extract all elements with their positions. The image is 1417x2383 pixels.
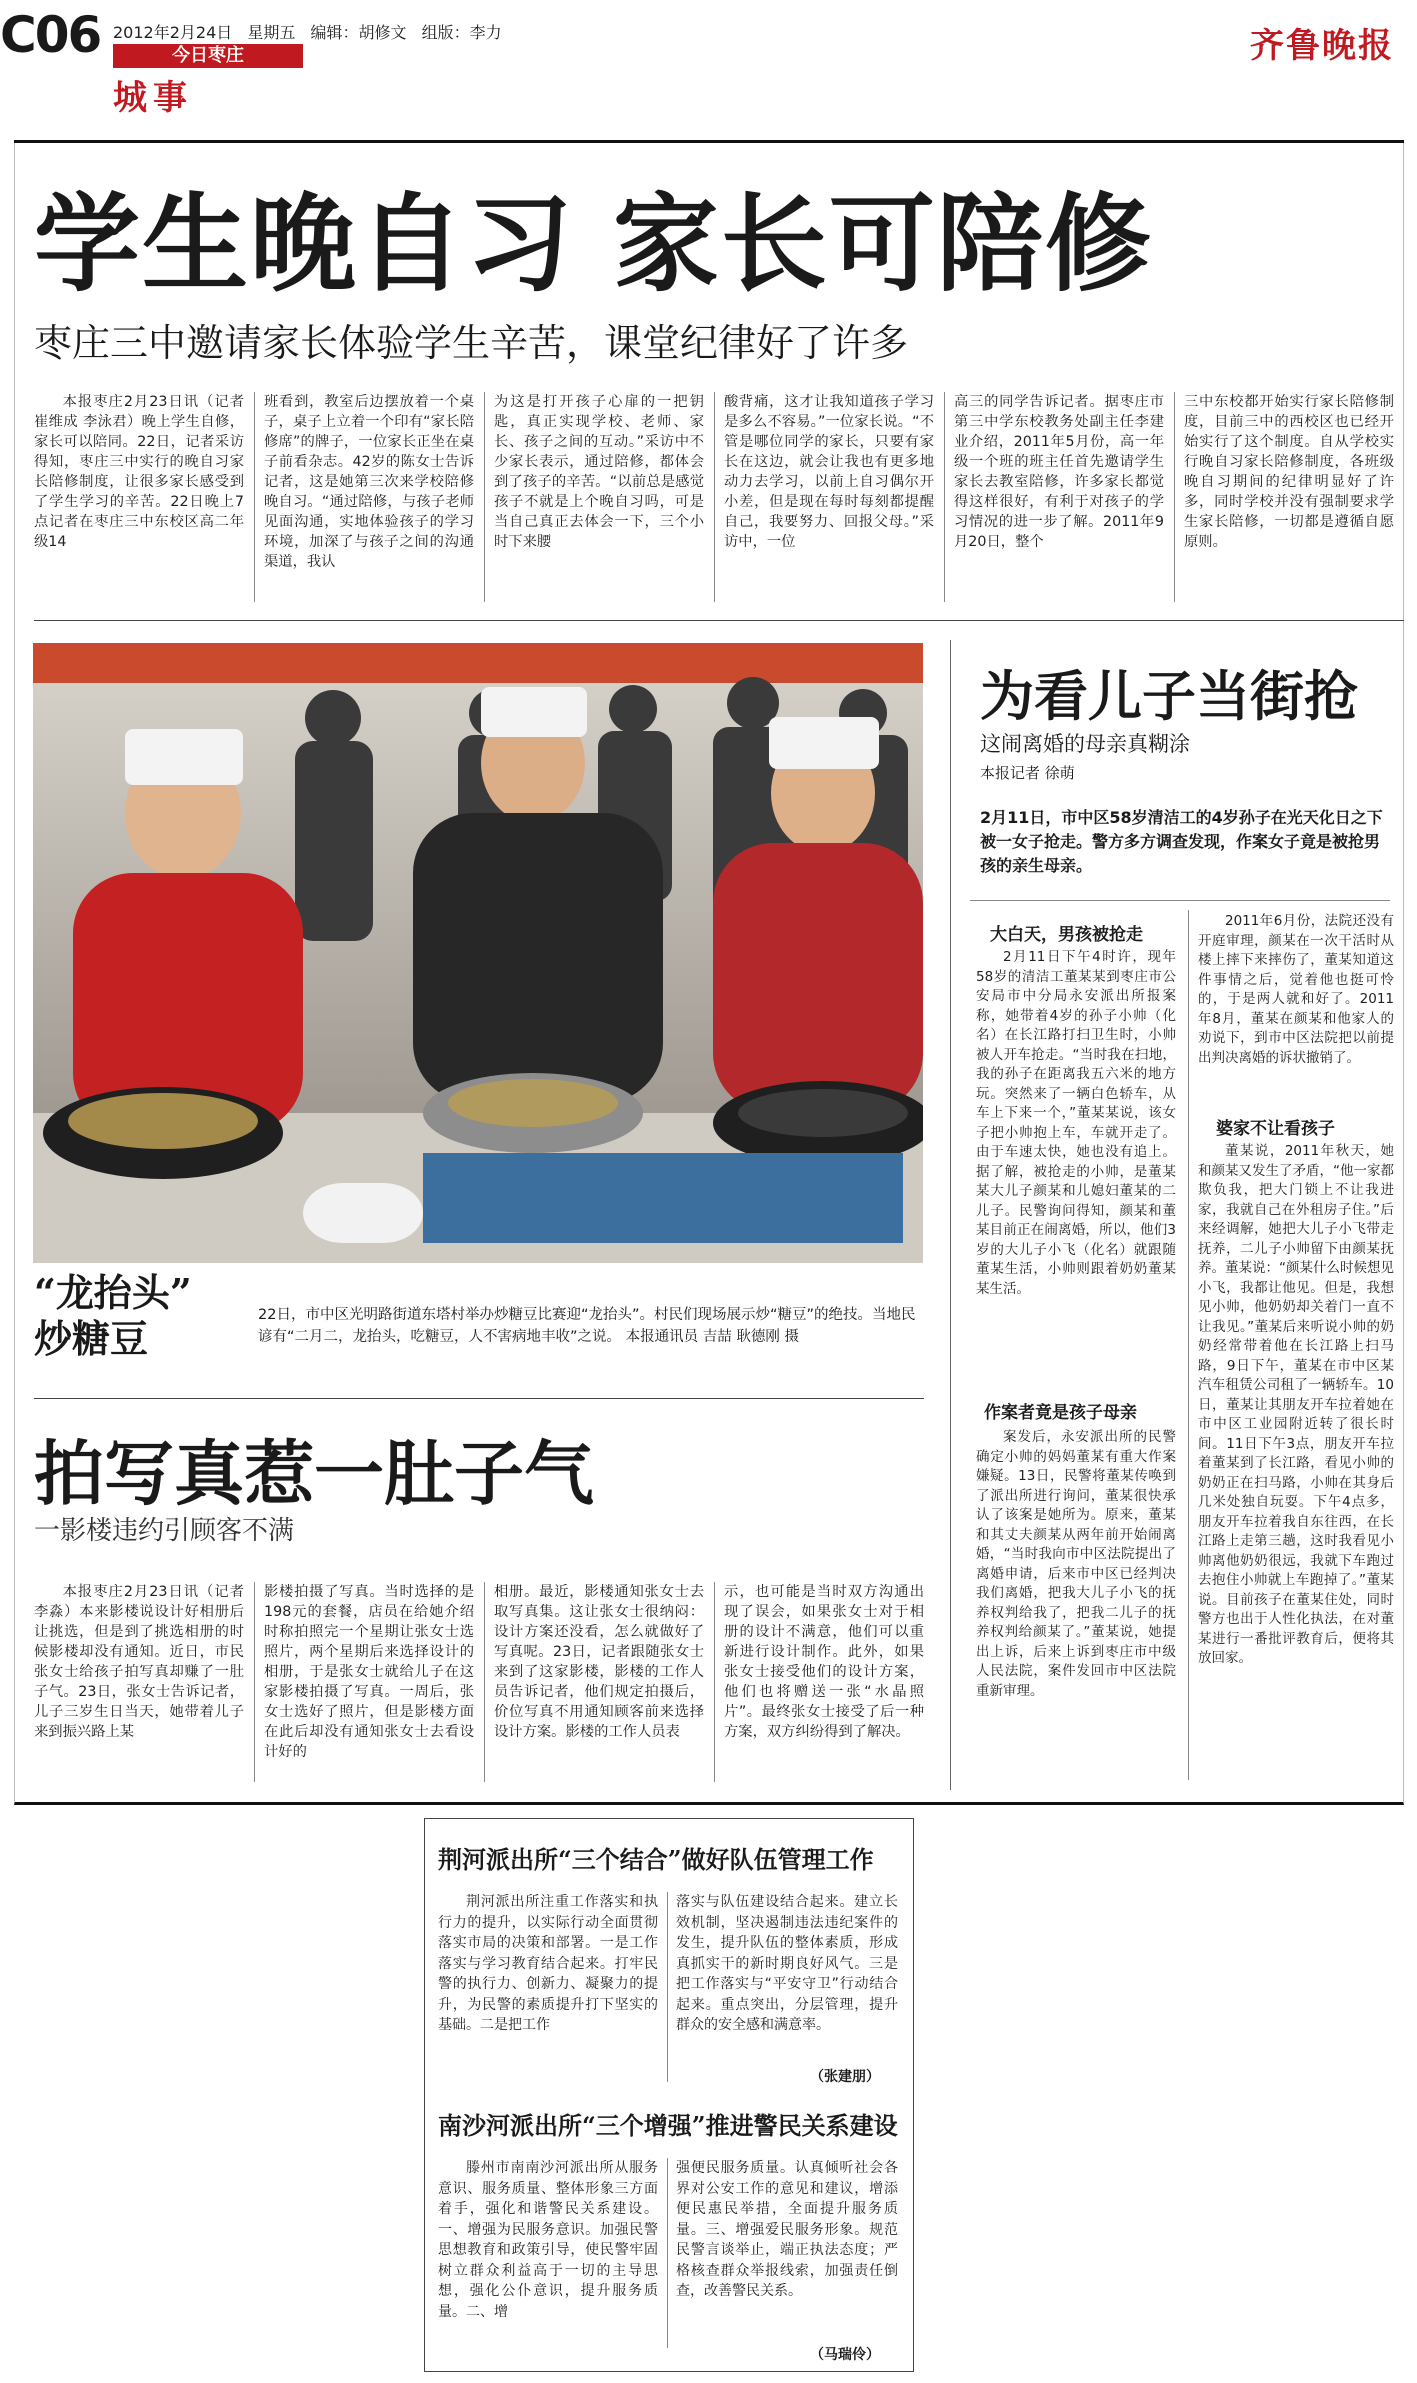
section-divider xyxy=(970,900,1390,901)
article3-column: 2011年6月份，法院还没有开庭审理，颜某在一次干活时从楼上摔下来摔伤了，董某知道这件事情之后，觉着他也挺可怜的，于是两人就和好了。2011年8月，董某在颜某和他家人的劝说下，到市中区法院把以前提出判决离婚的诉状撤销了。 xyxy=(1198,913,1394,1066)
article2-subtitle: 一影楼违约引顾客不满 xyxy=(34,1516,295,1546)
article3-column: 2月11日下午4时许，现年58岁的清洁工董某某到枣庄市公安局市中分局永安派出所报案称，她带着4岁的孙子小帅（化名）在长江路打扫卫生时，小帅被人开车抢走。“当时我在扫地，我的孙子在距离我五六米的地方玩。突然来了一辆白色轿车，从车上下来一个，”董某某说，该女子把小帅抱上车，车就开走了。由于车速太快，她也没有追上。据了解，被抢走的小帅，是董某某大儿子颜某和儿媳妇董某的二儿子。民警询问得知，颜某和董某目前正在闹离婚，所以，他们3岁的大儿子小飞（化名）就跟随董某生活，小帅则跟着奶奶董某某生活。 xyxy=(976,949,1176,1297)
column-divider xyxy=(1188,910,1189,1780)
article1-column: 三中东校都开始实行家长陪修制度，目前三中的西校区也已经开始实行了这个制度。自从学校实行晚自习家长陪修制度，各班级晚自习期间的纪律明显好了许多，同时学校并没有强制要求学生家长陪修，一切都是遵循自愿原则。 xyxy=(1184,394,1394,550)
brief-author: （马瑞伶） xyxy=(810,2347,880,2363)
brief-title: 荆河派出所“三个结合”做好队伍管理工作 xyxy=(438,1845,874,1874)
news-photo xyxy=(33,643,923,1263)
column-divider xyxy=(714,1582,715,1782)
column-divider xyxy=(254,392,255,602)
article2-column: 影楼拍摄了写真。当时选择的是198元的套餐，店员在给她介绍时称拍照完一个星期让张女士选照片，两个星期后来选择设计的相册，于是张女士就给儿子在这家影楼拍摄了写真。一周后，张女士选好了照片，但是影楼方面在此后却没有通知张女士去看设计好的 xyxy=(264,1584,474,1760)
article2-column: 示，也可能是当时双方沟通出现了误会，如果张女士对于相册的设计不满意，他们可以重新进行设计制作。此外，如果张女士接受他们的设计方案，他们也将赠送一张“水晶照片”。最终张女士接受了后一种方案，双方纠纷得到了解决。 xyxy=(724,1584,924,1740)
section-name: 城事 xyxy=(113,78,193,118)
cooking-contest-photo xyxy=(33,643,923,1263)
page-code: C06 xyxy=(0,6,101,64)
layout-credit: 组版：李力 xyxy=(421,23,502,42)
photo-caption: 22日，市中区光明路街道东塔村举办炒糖豆比赛迎“龙抬头”。村民们现场展示炒“糖豆”的绝技。当地民谚有“二月二，龙抬头，吃糖豆，人不害病地丰收”之说。 本报通讯员 吉喆 耿德刚 摄 xyxy=(258,1307,916,1345)
main-subheadline: 枣庄三中邀请家长体验学生辛苦，课堂纪律好了许多 xyxy=(34,321,909,365)
article3-subtitle: 这闹离婚的母亲真糊涂 xyxy=(980,732,1190,756)
article2-column: 本报枣庄2月23日讯（记者 李淼）本来影楼说设计好相册后让挑选，但是到了挑选相册的时候影楼却没有通知。近日，市民张女士给孩子拍写真却赚了一肚子气。23日，张女士告诉记者，儿子三岁生日当天，她带着儿子来到振兴路上某 xyxy=(34,1584,244,1740)
article3-column: 董某说，2011年秋天，她和颜某又发生了矛盾，“他一家都欺负我，把大门锁上不让我进家，我就自己在外租房子住。”后来经调解，她把大儿子小飞带走抚养，二儿子小帅留下由颜某抚养。董某说：“颜某什么时候想见小飞，我都让他见。但是，我想见小帅，他奶奶却关着门一直不让我见。”董某后来听说小帅的奶奶经常带着他在长江路上扫马路，9日下午，董某在市中区某汽车租赁公司租了一辆轿车。10日，董某让其朋友开车拉着她在市中区工业园附近转了很长时间。11日下午3点，朋友开车拉着董某到了长江路，看见小帅的奶奶正在扫马路，小帅在其身后几米处独自玩耍。下午4点多，朋友开车拉着我自东往西，在长江路上走第三趟，这时我看见小帅离他奶奶很远，我就下车跑过去抱住小帅就上车跑掉了。”董某说。目前孩子在董某住处，同时警方也出于人性化执法，在对董某进行一番批评教育后，便将其放回家。 xyxy=(1198,1143,1394,1666)
photo-title-line: “龙抬头” xyxy=(34,1270,192,1315)
article3-byline: 本报记者 徐萌 xyxy=(980,764,1075,782)
article3-title: 为看儿子当街抢 xyxy=(980,665,1358,728)
main-headline: 学生晚自习 家长可陪修 xyxy=(34,183,1153,306)
article3-subhead: 大白天，男孩被抢走 xyxy=(990,925,1143,945)
article3-subhead: 婆家不让看孩子 xyxy=(1216,1119,1335,1139)
article3-column: 案发后，永安派出所的民警确定小帅的妈妈董某有重大作案嫌疑。13日，民警将董某传唤到了派出所进行询问，董某很快承认了该案是她所为。原来，董某和其丈夫颜某从两年前开始闹离婚，“当时我向市中区法院提出了离婚申请，后来市中区已经判决我们离婚，把我大儿子小飞的抚养权判给我了，把我二儿子的抚养权判给颜某了。”董某说，她提出上诉，后来上诉到枣庄市中级人民法院，案件发回市中区法院重新审理。 xyxy=(976,1429,1176,1699)
column-divider xyxy=(944,392,945,602)
header-rule xyxy=(14,140,1404,143)
article3-lead: 2月11日，市中区58岁清洁工的4岁孙子在光天化日之下被一女子抢走。警方多方调查发现，作案女子竟是被抢男孩的亲生母亲。 xyxy=(980,808,1383,875)
column-divider xyxy=(667,2158,668,2348)
issue-date: 2012年2月24日 xyxy=(113,23,233,42)
column-divider xyxy=(667,1892,668,2082)
section-divider xyxy=(34,1398,924,1399)
column-divider xyxy=(484,1582,485,1782)
article2-column: 相册。最近，影楼通知张女士去取写真集。这让张女士很纳闷：设计方案还没看，怎么就做好了写真呢。23日，记者跟随张女士来到了这家影楼，影楼的工作人员告诉记者，他们规定拍摄后，价位写真不用通知顾客前来选择设计方案。影楼的工作人员表 xyxy=(494,1584,704,1740)
photo-title-line: 炒糖豆 xyxy=(34,1316,149,1361)
brief-column: 荆河派出所注重工作落实和执行力的提升，以实际行动全面贯彻落实市局的决策和部署。一是工作落实与学习教育结合起来。打牢民警的执行力、创新力、凝聚力的提升，为民警的素质提升打下坚实的基础。二是把工作 xyxy=(438,1894,658,2033)
brief-title: 南沙河派出所“三个增强”推进警民关系建设 xyxy=(438,2111,898,2140)
brief-author: （张建朋） xyxy=(810,2069,880,2085)
column-divider xyxy=(950,640,951,1790)
column-divider xyxy=(484,392,485,602)
editor-credit: 编辑：胡修文 xyxy=(310,23,407,42)
article1-column: 高三的同学告诉记者。据枣庄市第三中学东校教务处副主任李建业介绍，2011年5月份，高一年级一个班的班主任首先邀请学生家长去教室陪修，许多家长都觉得这样很好，有利于对孩子的学习情况的进一步了解。2011年9月20日，整个 xyxy=(954,394,1164,550)
article1-column: 班看到，教室后边摆放着一个桌子，桌子上立着一个印有“家长陪修席”的牌子，一位家长正坐在桌子前看杂志。42岁的陈女士告诉记者，这是她第三次来学校陪修晚自习。“通过陪修，与孩子老师见面沟通，实地体验孩子的学习环境，加深了与孩子之间的沟通渠道，我认 xyxy=(264,394,474,570)
article3-subhead: 作案者竟是孩子母亲 xyxy=(984,1403,1137,1423)
brief-column: 强便民服务质量。认真倾听社会各界对公安工作的意见和建议，增添便民惠民举措，全面提升服务质量。三、增强爱民服务形象。规范民警言谈举止，端正执法态度；严格核查群众举报线索，加强责任倒查，改善警民关系。 xyxy=(676,2160,898,2299)
article1-column: 本报枣庄2月23日讯（记者 崔维成 李泳君）晚上学生自修，家长可以陪同。22日，记者采访得知，枣庄三中实行的晚自习家长陪修制度，让很多家长感受到了学生学习的辛苦。22日晚上7点记者在枣庄三中东校区高二年级14 xyxy=(34,394,244,550)
column-divider xyxy=(714,392,715,602)
column-divider xyxy=(1174,392,1175,602)
newspaper-masthead: 齐鲁晚报 xyxy=(1250,26,1394,66)
brief-column: 落实与队伍建设结合起来。建立长效机制，坚决遏制违法违纪案件的发生，提升队伍的整体素质，形成真抓实干的新时期良好风气。三是把工作落实与“平安守卫”行动结合起来。重点突出，分层管理，提升群众的安全感和满意率。 xyxy=(676,1894,898,2033)
column-divider xyxy=(254,1582,255,1782)
brief-column: 滕州市南南沙河派出所从服务意识、服务质量、整体形象三方面着手，强化和谐警民关系建设。一、增强为民服务意识。加强民警思想教育和政策引导，使民警牢固树立群众利益高于一切的主导思想，强化公仆意识，提升服务质量。二、增 xyxy=(438,2160,658,2320)
section-tag: 今日枣庄 xyxy=(113,44,303,68)
article1-column: 酸背痛，这才让我知道孩子学习是多么不容易。”一位家长说。“不管是哪位同学的家长，只要有家长在这边，就会让我也有更多地动力去学习，以前上自习偶尔开小差，但是现在每时每刻都提醒自己，我要努力、回报父母。”采访中，一位 xyxy=(724,394,934,550)
article1-column: 为这是打开孩子心扉的一把钥匙，真正实现学校、老师、家长、孩子之间的互动。”采访中不少家长表示，通过陪修，都体会到了孩子的辛苦。“以前总是感觉孩子不就是上个晚自习吗，可是当自己真正去体会一下，三个小时下来腰 xyxy=(494,394,704,550)
issue-weekday: 星期五 xyxy=(247,23,296,42)
article2-title: 拍写真惹一肚子气 xyxy=(34,1432,594,1515)
section-divider xyxy=(34,620,1404,621)
photo-title xyxy=(34,1270,192,1362)
header-meta xyxy=(113,20,512,43)
